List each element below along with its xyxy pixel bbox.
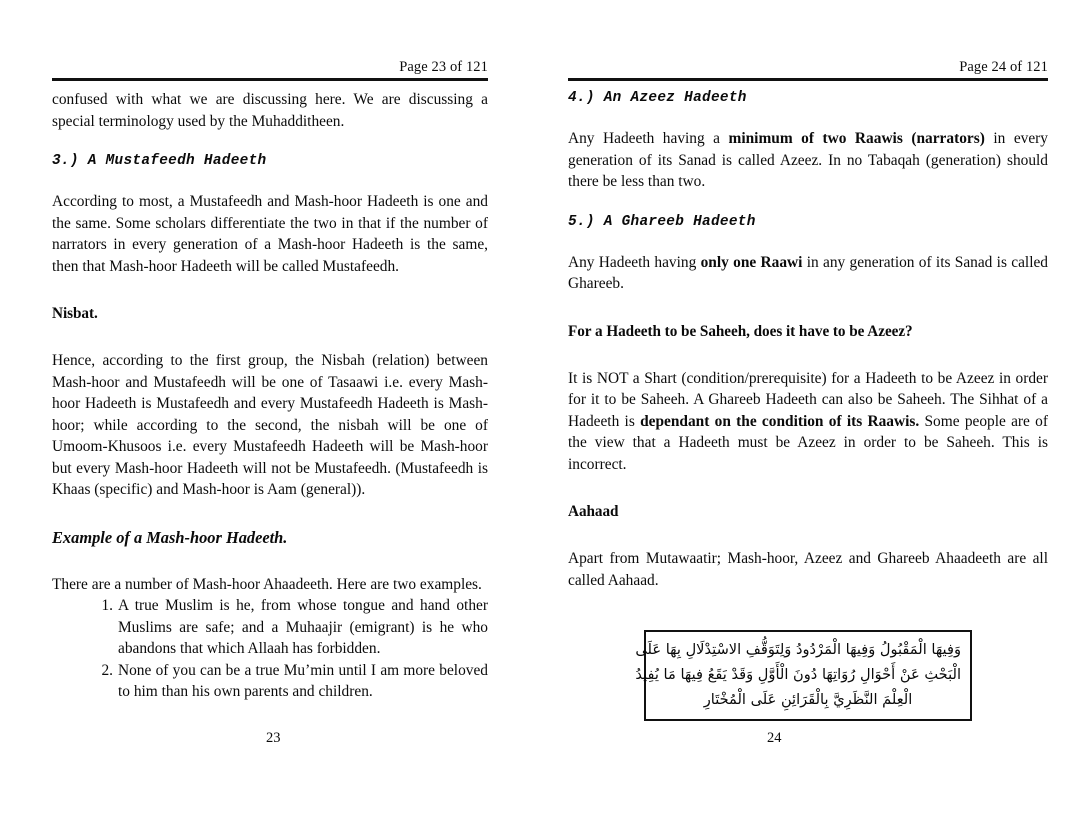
paragraph-ghareeb (568, 252, 1048, 295)
example-hadeeth-list (52, 595, 488, 703)
paragraph-azeez-part1: Any Hadeeth having a (568, 130, 729, 147)
running-header-right: Page 24 of 121 (959, 59, 1048, 75)
paragraph-nisbat: Hence, according to the first group, the Nisbah (relation) between Mash-hoor and Mustafeedh will be one of Tasaawi i.e. every Mash-hoor Hadeeth is Mustafeedh and every Mustafeedh Hadeeth is Mash-hoor; while according to the second, the nisbah will be one of Umoom-Khusoos i.e. every Mustafeedh Hadeeth will be Mash-hoor but every Mash-hoor Hadeeth will not be Mustafeedh. (Mustafeedh is Khaas (specific) and Mash-hoor is Aam (general)). (52, 352, 488, 498)
heading-aahaad: Aahaad (568, 502, 619, 520)
paragraph-saheeh-azeez (568, 368, 1048, 476)
paragraph-example-intro: There are a number of Mash-hoor Ahaadeeth. Here are two examples. (52, 575, 482, 593)
spacer (568, 617, 1048, 630)
paragraph-saheeh-part2: Some people are of the view that a Hadeeth must be Azeez in order to be Saheeh. This is incorrect. (568, 412, 1048, 473)
spacer (568, 342, 1048, 368)
paragraph-ghareeb-part2: in any generation of its Sanad is called Ghareeb. (568, 253, 1048, 292)
running-header-left: Page 23 of 121 (399, 59, 488, 75)
arabic-calligraphy-box (635, 630, 972, 721)
arabic-calligraphy-line-3: الْعِلْمَ النَّظَرِيَّ بِالْقَرَائِنِ عَلَى الْمُخْتَارِ (703, 691, 913, 708)
spacer (568, 108, 1048, 128)
header-rule-right (568, 78, 1048, 81)
spacer (52, 132, 488, 152)
paragraph-continued: confused with what we are discussing here. We are discussing a special terminology used by the Muhadditheen. (52, 91, 488, 130)
folio-left: 23 (266, 730, 281, 746)
paragraph-azeez-emphasis: minimum of two Raawis (narrators) (728, 130, 985, 147)
paragraph-ghareeb-part1: Any Hadeeth having (568, 253, 701, 271)
heading-nisbat: Nisbat. (52, 304, 98, 322)
list-item: A true Muslim is he, from whose tongue and hand other Muslims are safe; and a Muhaajir (emigrant) is he who abandons that which Allaah has forbidden. (118, 597, 488, 657)
spacer (568, 295, 1048, 321)
header-rule-left (52, 78, 488, 81)
paragraph-saheeh-part1: It is NOT a Shart (condition/prerequisite) for a Hadeeth to be Azeez in order for it to be Saheeh. A Ghareeb Hadeeth can also be Saheeh. The Sihhat of a Hadeeth is (568, 369, 1048, 430)
spacer (52, 501, 488, 527)
spacer (52, 277, 488, 303)
page-right-content (568, 89, 1048, 721)
spacer (568, 522, 1048, 548)
paragraph-ghareeb-emphasis: only one Raawi (700, 253, 803, 271)
spacer (52, 324, 488, 350)
arabic-calligraphy-figure (568, 630, 1048, 721)
paragraph-aahaad: Apart from Mutawaatir; Mash-hoor, Azeez and Ghareeb Ahaadeeth are all called Aahaad. (568, 550, 1048, 589)
spacer (568, 475, 1048, 501)
page-left-content (52, 89, 488, 703)
spacer (568, 193, 1048, 213)
arabic-calligraphy-line-1: وَفِيهَا الْمَقْبُولُ وَفِيهَا الْمَرْدُودُ وَلِتَوَقُّفِ الاسْتِدْلَالِ بِهَا عَلَى (635, 641, 961, 658)
heading-example-mash-hoor-hadeeth: Example of a Mash-hoor Hadeeth. (52, 527, 288, 547)
spacer (52, 171, 488, 191)
folio-right: 24 (767, 730, 782, 746)
heading-saheeh-azeez-question: For a Hadeeth to be Saheeh, does it have to be Azeez? (568, 321, 913, 340)
heading-azeez-hadeeth: 4.) An Azeez Hadeeth (568, 90, 747, 106)
spacer (52, 548, 488, 574)
paragraph-azeez-part2: in every generation of its Sanad is called Azeez. In no Tabaqah (generation) should there be less than two. (568, 130, 1049, 190)
spacer (568, 591, 1048, 617)
heading-ghareeb-hadeeth: 5.) A Ghareeb Hadeeth (568, 213, 756, 230)
arabic-calligraphy-line-2: الْبَحْثِ عَنْ أَحْوَالِ رُوَاتِهَا دُونَ الْأَوَّلِ وَقَدْ يَقَعُ فِيهَا مَا يُفِيدُ (635, 666, 961, 683)
page-right (543, 0, 1086, 839)
paragraph-saheeh-emphasis: dependant on the condition of its Raawis. (640, 412, 920, 430)
list-item: None of you can be a true Mu’min until I am more beloved to him than his own parents and children. (118, 661, 488, 700)
heading-mustafeedh-hadeeth: 3.) A Mustafeedh Hadeeth (52, 153, 267, 169)
spacer (568, 232, 1048, 252)
paragraph-azeez (568, 128, 1048, 193)
paragraph-mustafeedh: According to most, a Mustafeedh and Mash-hoor Hadeeth is one and the same. Some scholars differentiate the two in that if the number of narrators in every generation of a Mash-hoor Hadeeth is the same, then that Mash-hoor Hadeeth will be called Mustafeedh. (52, 193, 488, 275)
